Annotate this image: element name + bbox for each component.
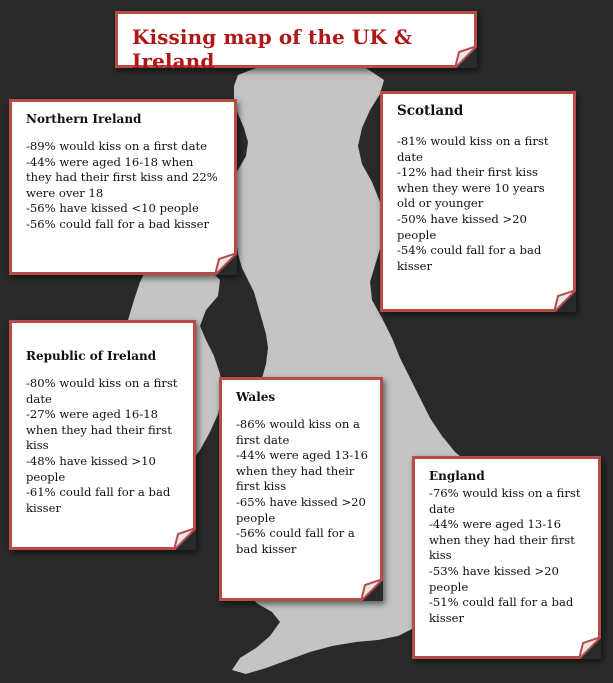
stat-line: -51% could fall for a bad kisser	[429, 595, 574, 625]
stat-line: -53% have kissed >20 people	[429, 563, 559, 594]
stat-line: -44% were aged 16-18 when they had their first kiss and 22% were over 18	[26, 154, 218, 200]
region-title: Northern Ireland	[26, 112, 142, 126]
page-curl-icon	[174, 528, 196, 550]
stat-line: -56% have kissed <10 people	[26, 201, 199, 216]
stat-line: -56% could fall for a bad kisser	[26, 216, 210, 231]
page-curl-icon	[215, 253, 237, 275]
region-title: Republic of Ireland	[26, 349, 157, 363]
page-title: Kissing map of the UK & Ireland	[132, 25, 413, 73]
stat-line: -76% would kiss on a first date	[429, 486, 581, 516]
stat-line: -48% have kissed >10 people	[26, 453, 156, 484]
stat-line: -27% were aged 16-18 when they had their first kiss	[26, 407, 172, 453]
stat-line: -50% have kissed >20 people	[397, 211, 527, 242]
stat-line: -44% were aged 13-16 when they had their first kiss	[236, 448, 368, 494]
stat-line: -65% have kissed >20 people	[236, 494, 366, 525]
stat-line: -54% could fall for a bad kisser	[397, 243, 542, 273]
note-republic-of-ireland	[9, 320, 196, 550]
region-title: England	[429, 469, 485, 483]
stat-line: -12% had their first kiss when they were 10 years old or younger	[397, 165, 545, 211]
note-wales	[219, 377, 383, 601]
stat-line: -56% could fall for a bad kisser	[236, 526, 355, 556]
page-curl-icon	[579, 637, 601, 659]
stat-line: -80% would kiss on a first date	[26, 376, 178, 406]
page-curl-icon	[361, 579, 383, 601]
region-title: Wales	[236, 390, 276, 404]
stat-line: -61% could fall for a bad kisser	[26, 485, 171, 515]
page-curl-icon	[455, 46, 477, 68]
title-card	[115, 11, 477, 73]
stat-line: -81% would kiss on a first date	[397, 134, 549, 164]
page-curl-icon	[554, 290, 576, 312]
stat-line: -86% would kiss on a first date	[236, 417, 360, 447]
region-title: Scotland	[397, 103, 464, 119]
stat-line: -44% were aged 13-16 when they had their first kiss	[429, 517, 575, 563]
note-northern-ireland	[9, 99, 237, 275]
note-england	[412, 456, 601, 659]
stat-line: -89% would kiss on a first date	[26, 139, 208, 153]
note-scotland	[380, 91, 576, 312]
